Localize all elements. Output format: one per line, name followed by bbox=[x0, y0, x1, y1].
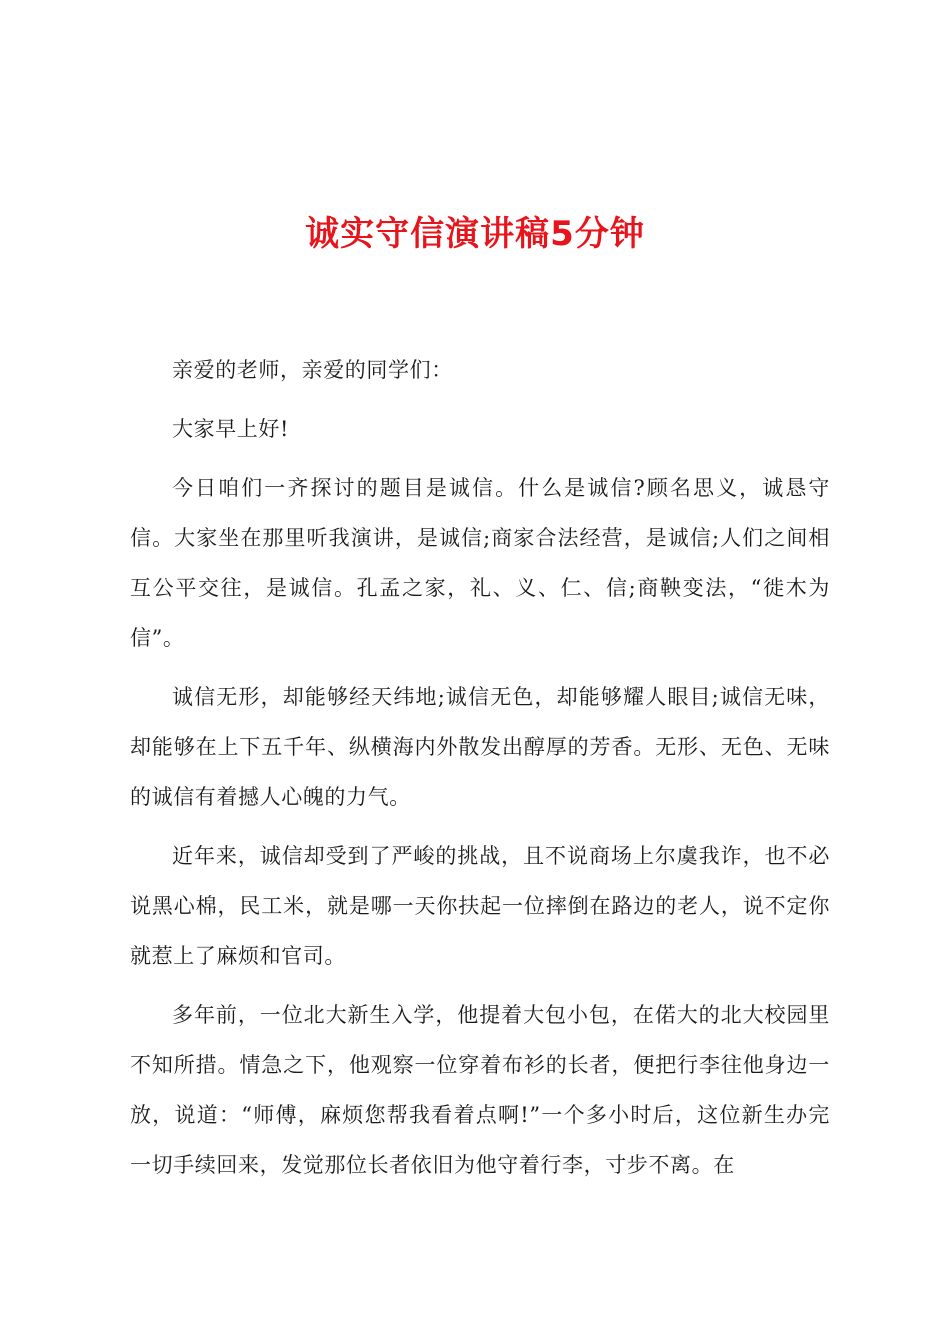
paragraph-topic: 今日咱们一齐探讨的题目是诚信。什么是诚信?顾名思义，诚恳守信。大家坐在那里听我演讲，是诚信;商家合法经营，是诚信;人们之间相互公平交往，是诚信。孔孟之家，礼、义、仁、信;商鞅变法，“徙木为信”。 bbox=[130, 476, 830, 650]
document-body bbox=[130, 345, 830, 1199]
paragraph-greeting: 亲爱的老师，亲爱的同学们： bbox=[172, 358, 453, 382]
document-title: 诚实守信演讲稿5分钟 bbox=[305, 214, 645, 254]
paragraph-challenge: 近年来，诚信却受到了严峻的挑战，且不说商场上尔虞我诈，也不必说黑心棉，民工米，就是哪一天你扶起一位摔倒在路边的老人，说不定你就惹上了麻烦和官司。 bbox=[130, 844, 830, 968]
paragraph-formless: 诚信无形，却能够经天纬地;诚信无色，却能够耀人眼目;诚信无味，却能够在上下五千年、纵横海内外散发出醇厚的芳香。无形、无色、无味的诚信有着撼人心魄的力气。 bbox=[130, 685, 830, 809]
paragraph-morning: 大家早上好! bbox=[172, 417, 290, 441]
paragraph-story: 多年前，一位北大新生入学，他提着大包小包，在偌大的北大校园里不知所措。情急之下，他观察一位穿着布衫的长者，便把行李往他身边一放，说道：“师傅，麻烦您帮我看着点啊!”一个多小时后，这位新生办完一切手续回来，发觉那位长者依旧为他守着行李，寸步不离。在 bbox=[130, 1003, 830, 1177]
